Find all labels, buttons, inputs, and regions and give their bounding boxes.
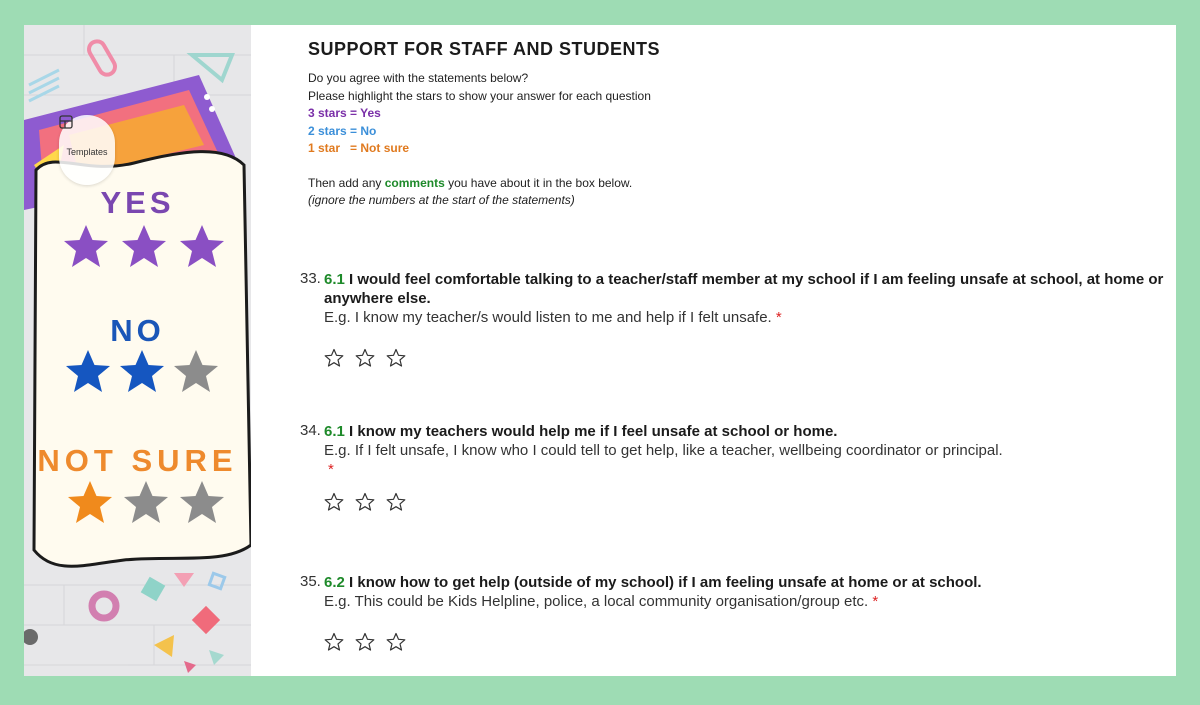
comments-prefix: Then add any [308, 175, 385, 190]
star-rating [324, 632, 1170, 652]
templates-button-label: Templates [66, 147, 108, 157]
section-instructions [308, 70, 1168, 210]
instruction-line-1: Do you agree with the statements below? [308, 71, 529, 85]
required-marker: * [328, 461, 334, 478]
star-outline-icon[interactable] [355, 492, 375, 512]
question-code: 6.1 [324, 271, 345, 288]
form-frame [24, 25, 1176, 676]
question-title: I would feel comfortable talking to a teacher/staff member at my school if I am feeling unsafe at school, at home or anywhere else. [324, 271, 1164, 307]
legend-not-sure-label: NOT SURE [37, 443, 238, 478]
question-35 [300, 573, 1170, 652]
star-outline-icon[interactable] [324, 492, 344, 512]
question-subtitle: E.g. I know my teacher/s would listen to me and help if I felt unsafe. [324, 309, 772, 326]
ignore-numbers-note: (ignore the numbers at the start of the statements) [308, 193, 575, 207]
scale-1-star: 1 star = Not sure [308, 141, 410, 155]
star-outline-icon[interactable] [355, 348, 375, 368]
question-34 [300, 422, 1170, 512]
question-subtitle: E.g. If I felt unsafe, I know who I could tell to get help, like a teacher, wellbeing coordinator or principal. [324, 442, 1003, 459]
star-rating [324, 348, 1170, 368]
star-outline-icon[interactable] [386, 348, 406, 368]
required-marker: * [872, 593, 879, 610]
question-number: 34. [300, 422, 321, 439]
instruction-line-2: Please highlight the stars to show your answer for each question [308, 88, 651, 103]
star-outline-icon[interactable] [324, 632, 344, 652]
legend-no-label: NO [110, 313, 165, 348]
question-subtitle: E.g. This could be Kids Helpline, police, a local community organisation/group etc. [324, 593, 869, 610]
templates-button[interactable] [59, 115, 115, 185]
star-outline-icon[interactable] [386, 632, 406, 652]
required-marker: * [775, 309, 782, 326]
comments-suffix: you have about it in the box below. [444, 175, 633, 190]
section-title: SUPPORT FOR STAFF AND STUDENTS [308, 39, 660, 59]
comments-instruction [308, 175, 1168, 193]
question-33 [300, 270, 1170, 368]
question-title: I know how to get help (outside of my school) if I am feeling unsafe at home or at school. [349, 574, 982, 591]
question-number: 35. [300, 573, 321, 590]
question-code: 6.1 [324, 423, 345, 440]
layout-grid-icon [59, 115, 73, 129]
section-header [308, 39, 1168, 210]
legend-yes-label: YES [100, 185, 175, 220]
theme-image-panel [24, 25, 251, 676]
star-outline-icon[interactable] [355, 632, 375, 652]
question-number: 33. [300, 270, 321, 287]
comments-word: comments [384, 175, 445, 190]
star-rating [324, 492, 1170, 512]
scale-3-stars: 3 stars = Yes [308, 106, 381, 120]
star-outline-icon[interactable] [324, 348, 344, 368]
question-code: 6.2 [324, 574, 345, 591]
question-title: I know my teachers would help me if I feel unsafe at school or home. [349, 423, 838, 440]
scale-2-stars: 2 stars = No [308, 123, 377, 138]
star-outline-icon[interactable] [386, 492, 406, 512]
